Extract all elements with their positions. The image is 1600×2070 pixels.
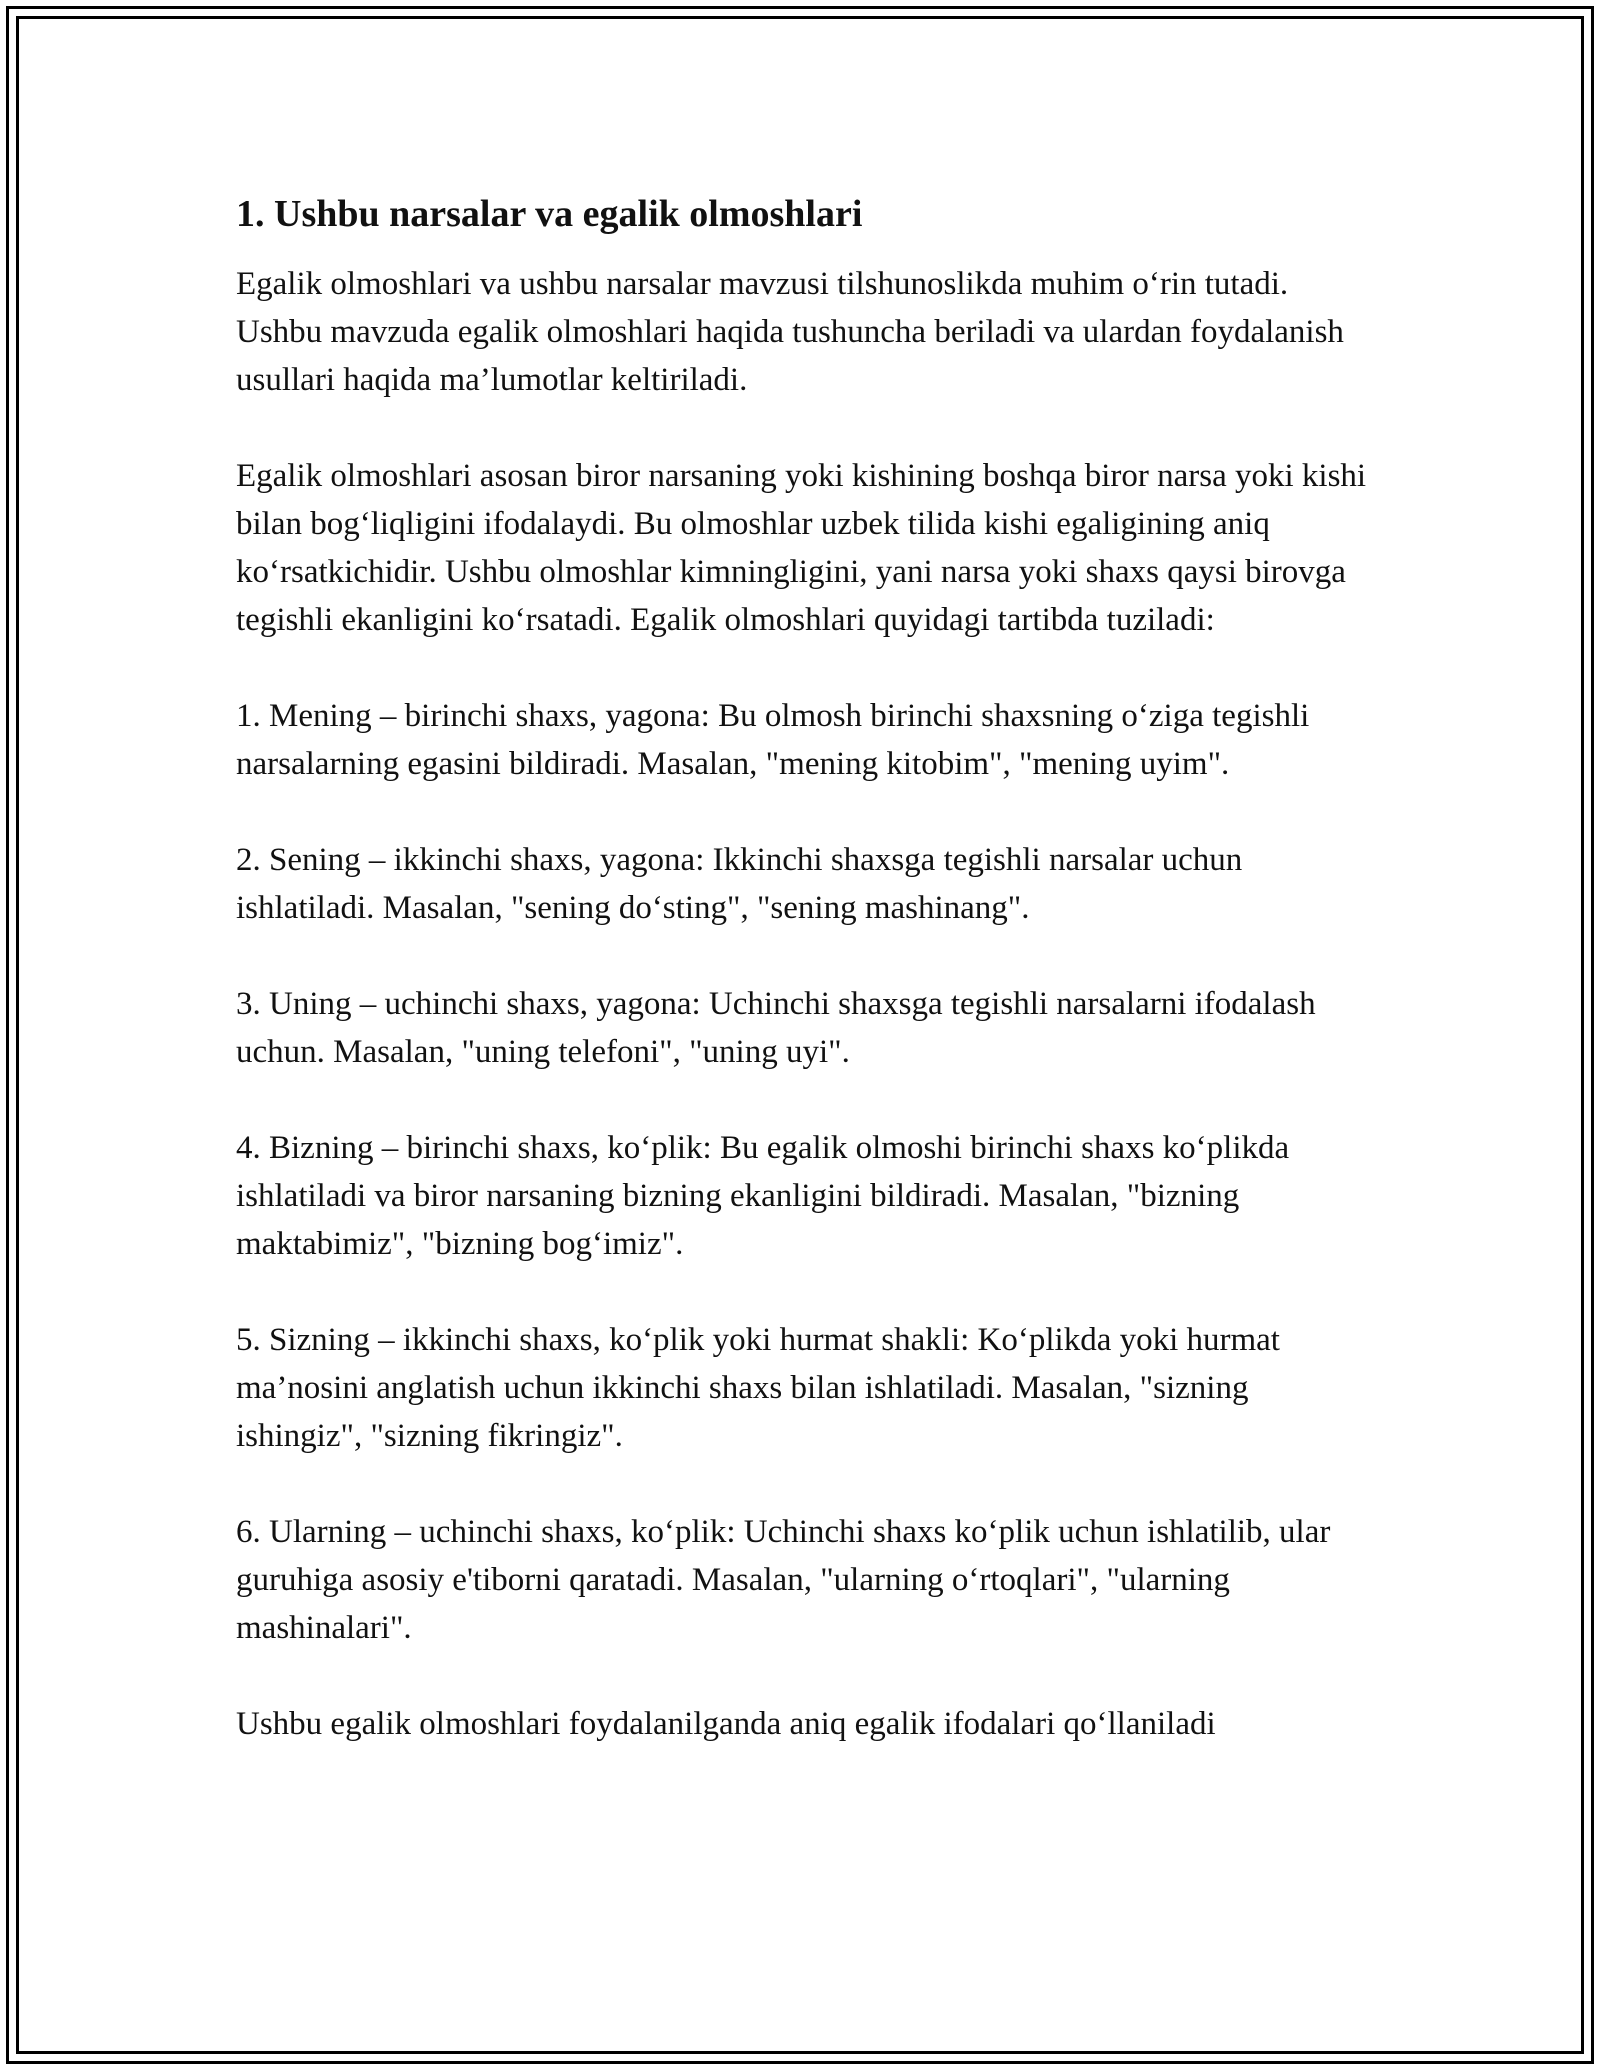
list-item-sening: 2. Sening – ikkinchi shaxs, yagona: Ikkinchi shaxsga tegishli narsalar uchun ishlatiladi. Masalan, "sening do‘sting", "sening mashinang". — [236, 842, 1243, 926]
list-item-mening: 1. Mening – birinchi shaxs, yagona: Bu olmosh birinchi shaxsning o‘ziga tegishli narsalarning egasini bildiradi. Masalan, "mening kitobim", "mening uyim". — [236, 698, 1310, 782]
document-body — [236, 190, 1376, 1748]
section-heading: 1. Ushbu narsalar va egalik olmoshlari — [236, 193, 863, 235]
paragraph-definition: Egalik olmoshlari asosan biror narsaning yoki kishining boshqa biror narsa yoki kishi bilan bog‘liqligini ifodalaydi. Bu olmoshlar uzbek tilida kishi egaligining aniq ko‘rsatkichidir. Ushbu olmoshlar kimningligini, yani narsa yoki shaxs qaysi birovga tegishli ekanligini ko‘rsatadi. Egalik olmoshlari quyidagi tartibda tuziladi: — [236, 458, 1367, 638]
list-item-bizning: 4. Bizning – birinchi shaxs, ko‘plik: Bu egalik olmoshi birinchi shaxs ko‘plikda ishlatiladi va biror narsaning bizning ekanligini bildiradi. Masalan, "bizning maktabimiz", "bizning bog‘imiz". — [236, 1130, 1290, 1262]
paragraph-closing: Ushbu egalik olmoshlari foydalanilganda aniq egalik ifodalari qo‘llaniladi — [236, 1706, 1216, 1742]
paragraph-intro: Egalik olmoshlari va ushbu narsalar mavzusi tilshunoslikda muhim o‘rin tutadi. Ushbu mavzuda egalik olmoshlari haqida tushuncha beriladi va ulardan foydalanish usullari haqida ma’lumotlar keltiriladi. — [236, 266, 1344, 398]
list-item-uning: 3. Uning – uchinchi shaxs, yagona: Uchinchi shaxsga tegishli narsalarni ifodalash uchun. Masalan, "uning telefoni", "uning uyi". — [236, 986, 1316, 1070]
list-item-sizning: 5. Sizning – ikkinchi shaxs, ko‘plik yoki hurmat shakli: Ko‘plikda yoki hurmat ma’nosini anglatish uchun ikkinchi shaxs bilan ishlatiladi. Masalan, "sizning ishingiz", "sizning fikringiz". — [236, 1322, 1280, 1454]
list-item-ularning: 6. Ularning – uchinchi shaxs, ko‘plik: Uchinchi shaxs ko‘plik uchun ishlatilib, ular guruhiga asosiy e'tiborni qaratadi. Masalan, "ularning o‘rtoqlari", "ularning mashinalari". — [236, 1514, 1331, 1646]
